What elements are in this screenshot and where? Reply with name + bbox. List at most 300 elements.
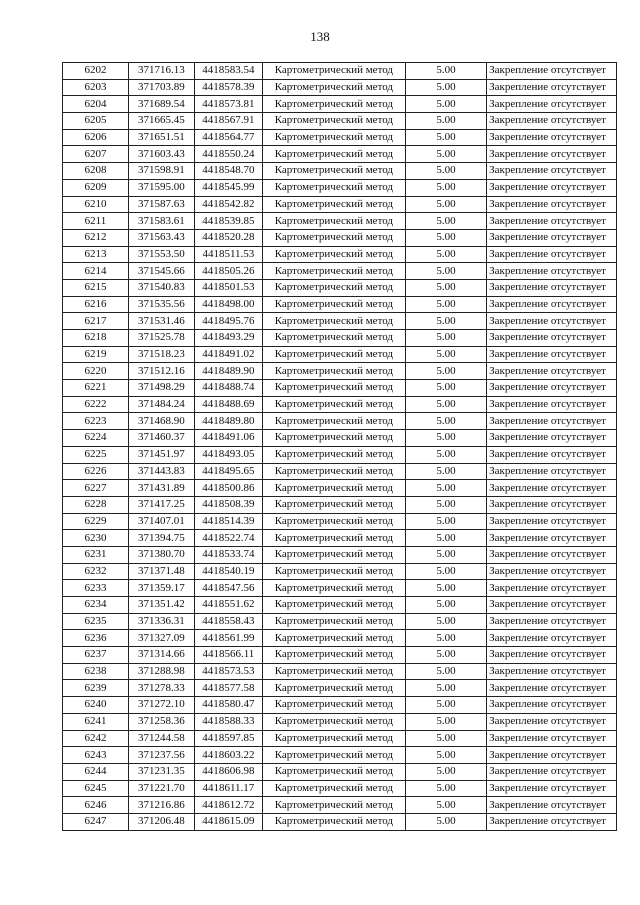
y-coordinate-cell: 4418583.54 [194,63,262,80]
fixation-cell: Закрепление отсутствует [487,763,617,780]
table-row [63,113,617,130]
table-row [63,813,617,830]
fixation-cell: Закрепление отсутствует [487,113,617,130]
method-cell: Картометрический метод [262,246,405,263]
x-coordinate-cell: 371598.91 [128,163,194,180]
x-coordinate-cell: 371563.43 [128,229,194,246]
accuracy-cell: 5.00 [405,546,486,563]
point-number-cell: 6238 [63,663,129,680]
point-number-cell: 6245 [63,780,129,797]
x-coordinate-cell: 371327.09 [128,630,194,647]
y-coordinate-cell: 4418612.72 [194,797,262,814]
fixation-cell: Закрепление отсутствует [487,530,617,547]
point-number-cell: 6208 [63,163,129,180]
accuracy-cell: 5.00 [405,563,486,580]
accuracy-cell: 5.00 [405,380,486,397]
x-coordinate-cell: 371703.89 [128,79,194,96]
accuracy-cell: 5.00 [405,346,486,363]
x-coordinate-cell: 371216.86 [128,797,194,814]
method-cell: Картометрический метод [262,713,405,730]
y-coordinate-cell: 4418505.26 [194,263,262,280]
method-cell: Картометрический метод [262,330,405,347]
x-coordinate-cell: 371431.89 [128,480,194,497]
point-number-cell: 6215 [63,279,129,296]
point-number-cell: 6226 [63,463,129,480]
point-number-cell: 6213 [63,246,129,263]
table-row [63,597,617,614]
method-cell: Картометрический метод [262,480,405,497]
table-row [63,396,617,413]
method-cell: Картометрический метод [262,580,405,597]
method-cell: Картометрический метод [262,530,405,547]
accuracy-cell: 5.00 [405,79,486,96]
table-row [63,79,617,96]
table-row [63,797,617,814]
method-cell: Картометрический метод [262,680,405,697]
x-coordinate-cell: 371460.37 [128,430,194,447]
table-row [63,346,617,363]
accuracy-cell: 5.00 [405,446,486,463]
fixation-cell: Закрепление отсутствует [487,730,617,747]
table-row [63,647,617,664]
x-coordinate-cell: 371512.16 [128,363,194,380]
point-number-cell: 6244 [63,763,129,780]
table-row [63,296,617,313]
x-coordinate-cell: 371535.56 [128,296,194,313]
accuracy-cell: 5.00 [405,179,486,196]
accuracy-cell: 5.00 [405,730,486,747]
x-coordinate-cell: 371417.25 [128,496,194,513]
accuracy-cell: 5.00 [405,413,486,430]
y-coordinate-cell: 4418488.69 [194,396,262,413]
x-coordinate-cell: 371237.56 [128,747,194,764]
fixation-cell: Закрепление отсутствует [487,496,617,513]
table-row [63,363,617,380]
fixation-cell: Закрепление отсутствует [487,330,617,347]
fixation-cell: Закрепление отсутствует [487,296,617,313]
table-row [63,63,617,80]
accuracy-cell: 5.00 [405,763,486,780]
table-row [63,480,617,497]
x-coordinate-cell: 371231.35 [128,763,194,780]
point-number-cell: 6222 [63,396,129,413]
accuracy-cell: 5.00 [405,296,486,313]
table-row [63,313,617,330]
table-row [63,263,617,280]
accuracy-cell: 5.00 [405,213,486,230]
table-row [63,196,617,213]
method-cell: Картометрический метод [262,463,405,480]
table-row [63,330,617,347]
accuracy-cell: 5.00 [405,196,486,213]
method-cell: Картометрический метод [262,763,405,780]
x-coordinate-cell: 371380.70 [128,546,194,563]
point-number-cell: 6237 [63,647,129,664]
accuracy-cell: 5.00 [405,229,486,246]
x-coordinate-cell: 371288.98 [128,663,194,680]
point-number-cell: 6220 [63,363,129,380]
y-coordinate-cell: 4418606.98 [194,763,262,780]
x-coordinate-cell: 371553.50 [128,246,194,263]
fixation-cell: Закрепление отсутствует [487,780,617,797]
method-cell: Картометрический метод [262,296,405,313]
y-coordinate-cell: 4418545.99 [194,179,262,196]
point-number-cell: 6236 [63,630,129,647]
y-coordinate-cell: 4418493.29 [194,330,262,347]
fixation-cell: Закрепление отсутствует [487,229,617,246]
x-coordinate-cell: 371603.43 [128,146,194,163]
point-number-cell: 6240 [63,697,129,714]
x-coordinate-cell: 371451.97 [128,446,194,463]
y-coordinate-cell: 4418489.90 [194,363,262,380]
fixation-cell: Закрепление отсутствует [487,597,617,614]
method-cell: Картометрический метод [262,129,405,146]
y-coordinate-cell: 4418548.70 [194,163,262,180]
x-coordinate-cell: 371665.45 [128,113,194,130]
accuracy-cell: 5.00 [405,129,486,146]
method-cell: Картометрический метод [262,563,405,580]
x-coordinate-cell: 371272.10 [128,697,194,714]
y-coordinate-cell: 4418495.76 [194,313,262,330]
x-coordinate-cell: 371443.83 [128,463,194,480]
point-number-cell: 6227 [63,480,129,497]
accuracy-cell: 5.00 [405,597,486,614]
table-row [63,129,617,146]
fixation-cell: Закрепление отсутствует [487,79,617,96]
accuracy-cell: 5.00 [405,263,486,280]
y-coordinate-cell: 4418597.85 [194,730,262,747]
fixation-cell: Закрепление отсутствует [487,279,617,296]
point-number-cell: 6202 [63,63,129,80]
fixation-cell: Закрепление отсутствует [487,213,617,230]
table-row [63,730,617,747]
accuracy-cell: 5.00 [405,530,486,547]
point-number-cell: 6242 [63,730,129,747]
method-cell: Картометрический метод [262,780,405,797]
method-cell: Картометрический метод [262,346,405,363]
x-coordinate-cell: 371314.66 [128,647,194,664]
method-cell: Картометрический метод [262,546,405,563]
method-cell: Картометрический метод [262,396,405,413]
accuracy-cell: 5.00 [405,513,486,530]
method-cell: Картометрический метод [262,313,405,330]
fixation-cell: Закрепление отсутствует [487,563,617,580]
table-row [63,463,617,480]
fixation-cell: Закрепление отсутствует [487,246,617,263]
y-coordinate-cell: 4418520.28 [194,229,262,246]
table-row [63,580,617,597]
y-coordinate-cell: 4418488.74 [194,380,262,397]
fixation-cell: Закрепление отсутствует [487,313,617,330]
table-row [63,279,617,296]
fixation-cell: Закрепление отсутствует [487,513,617,530]
accuracy-cell: 5.00 [405,580,486,597]
fixation-cell: Закрепление отсутствует [487,680,617,697]
accuracy-cell: 5.00 [405,246,486,263]
y-coordinate-cell: 4418580.47 [194,697,262,714]
method-cell: Картометрический метод [262,163,405,180]
accuracy-cell: 5.00 [405,63,486,80]
table-row [63,563,617,580]
table-row [63,246,617,263]
point-number-cell: 6224 [63,430,129,447]
method-cell: Картометрический метод [262,380,405,397]
y-coordinate-cell: 4418540.19 [194,563,262,580]
y-coordinate-cell: 4418500.86 [194,480,262,497]
x-coordinate-cell: 371651.51 [128,129,194,146]
point-number-cell: 6235 [63,613,129,630]
y-coordinate-cell: 4418564.77 [194,129,262,146]
fixation-cell: Закрепление отсутствует [487,413,617,430]
point-number-cell: 6219 [63,346,129,363]
x-coordinate-cell: 371468.90 [128,413,194,430]
accuracy-cell: 5.00 [405,697,486,714]
fixation-cell: Закрепление отсутствует [487,747,617,764]
y-coordinate-cell: 4418522.74 [194,530,262,547]
fixation-cell: Закрепление отсутствует [487,396,617,413]
x-coordinate-cell: 371351.42 [128,597,194,614]
method-cell: Картометрический метод [262,263,405,280]
fixation-cell: Закрепление отсутствует [487,463,617,480]
table-row [63,513,617,530]
method-cell: Картометрический метод [262,513,405,530]
y-coordinate-cell: 4418550.24 [194,146,262,163]
accuracy-cell: 5.00 [405,496,486,513]
table-row [63,96,617,113]
x-coordinate-cell: 371498.29 [128,380,194,397]
point-number-cell: 6247 [63,813,129,830]
y-coordinate-cell: 4418588.33 [194,713,262,730]
point-number-cell: 6232 [63,563,129,580]
accuracy-cell: 5.00 [405,163,486,180]
accuracy-cell: 5.00 [405,146,486,163]
coordinates-table [62,62,617,831]
x-coordinate-cell: 371359.17 [128,580,194,597]
point-number-cell: 6243 [63,747,129,764]
fixation-cell: Закрепление отсутствует [487,196,617,213]
y-coordinate-cell: 4418489.80 [194,413,262,430]
table-row [63,213,617,230]
point-number-cell: 6212 [63,229,129,246]
point-number-cell: 6225 [63,446,129,463]
accuracy-cell: 5.00 [405,363,486,380]
method-cell: Картометрический метод [262,663,405,680]
accuracy-cell: 5.00 [405,113,486,130]
point-number-cell: 6221 [63,380,129,397]
method-cell: Картометрический метод [262,229,405,246]
fixation-cell: Закрепление отсутствует [487,647,617,664]
y-coordinate-cell: 4418501.53 [194,279,262,296]
x-coordinate-cell: 371394.75 [128,530,194,547]
point-number-cell: 6229 [63,513,129,530]
method-cell: Картометрический метод [262,279,405,296]
fixation-cell: Закрепление отсутствует [487,663,617,680]
accuracy-cell: 5.00 [405,430,486,447]
accuracy-cell: 5.00 [405,680,486,697]
y-coordinate-cell: 4418491.06 [194,430,262,447]
point-number-cell: 6206 [63,129,129,146]
x-coordinate-cell: 371206.48 [128,813,194,830]
method-cell: Картометрический метод [262,747,405,764]
fixation-cell: Закрепление отсутствует [487,813,617,830]
fixation-cell: Закрепление отсутствует [487,613,617,630]
point-number-cell: 6217 [63,313,129,330]
point-number-cell: 6214 [63,263,129,280]
point-number-cell: 6231 [63,546,129,563]
fixation-cell: Закрепление отсутствует [487,430,617,447]
fixation-cell: Закрепление отсутствует [487,163,617,180]
point-number-cell: 6228 [63,496,129,513]
method-cell: Картометрический метод [262,146,405,163]
method-cell: Картометрический метод [262,697,405,714]
fixation-cell: Закрепление отсутствует [487,129,617,146]
table-row [63,446,617,463]
accuracy-cell: 5.00 [405,630,486,647]
coordinates-table-body [63,63,617,831]
x-coordinate-cell: 371583.61 [128,213,194,230]
table-row [63,613,617,630]
y-coordinate-cell: 4418573.53 [194,663,262,680]
point-number-cell: 6209 [63,179,129,196]
x-coordinate-cell: 371518.23 [128,346,194,363]
method-cell: Картометрический метод [262,797,405,814]
x-coordinate-cell: 371278.33 [128,680,194,697]
fixation-cell: Закрепление отсутствует [487,346,617,363]
fixation-cell: Закрепление отсутствует [487,446,617,463]
accuracy-cell: 5.00 [405,463,486,480]
y-coordinate-cell: 4418611.17 [194,780,262,797]
method-cell: Картометрический метод [262,730,405,747]
method-cell: Картометрический метод [262,79,405,96]
accuracy-cell: 5.00 [405,813,486,830]
accuracy-cell: 5.00 [405,480,486,497]
y-coordinate-cell: 4418495.65 [194,463,262,480]
method-cell: Картометрический метод [262,179,405,196]
table-row [63,413,617,430]
x-coordinate-cell: 371545.66 [128,263,194,280]
point-number-cell: 6218 [63,330,129,347]
point-number-cell: 6239 [63,680,129,697]
fixation-cell: Закрепление отсутствует [487,96,617,113]
point-number-cell: 6230 [63,530,129,547]
accuracy-cell: 5.00 [405,613,486,630]
accuracy-cell: 5.00 [405,647,486,664]
page-number: 138 [310,29,330,44]
point-number-cell: 6211 [63,213,129,230]
fixation-cell: Закрепление отсутствует [487,380,617,397]
y-coordinate-cell: 4418493.05 [194,446,262,463]
table-row [63,630,617,647]
y-coordinate-cell: 4418533.74 [194,546,262,563]
table-row [63,380,617,397]
x-coordinate-cell: 371336.31 [128,613,194,630]
y-coordinate-cell: 4418615.09 [194,813,262,830]
fixation-cell: Закрепление отсутствует [487,713,617,730]
point-number-cell: 6210 [63,196,129,213]
method-cell: Картометрический метод [262,446,405,463]
x-coordinate-cell: 371587.63 [128,196,194,213]
method-cell: Картометрический метод [262,613,405,630]
x-coordinate-cell: 371244.58 [128,730,194,747]
y-coordinate-cell: 4418508.39 [194,496,262,513]
method-cell: Картометрический метод [262,496,405,513]
method-cell: Картометрический метод [262,813,405,830]
y-coordinate-cell: 4418558.43 [194,613,262,630]
fixation-cell: Закрепление отсутствует [487,179,617,196]
table-row [63,546,617,563]
y-coordinate-cell: 4418573.81 [194,96,262,113]
x-coordinate-cell: 371221.70 [128,780,194,797]
table-row [63,430,617,447]
table-row [63,146,617,163]
fixation-cell: Закрепление отсутствует [487,480,617,497]
accuracy-cell: 5.00 [405,313,486,330]
fixation-cell: Закрепление отсутствует [487,546,617,563]
table-row [63,530,617,547]
fixation-cell: Закрепление отсутствует [487,697,617,714]
y-coordinate-cell: 4418514.39 [194,513,262,530]
fixation-cell: Закрепление отсутствует [487,797,617,814]
method-cell: Картометрический метод [262,413,405,430]
accuracy-cell: 5.00 [405,663,486,680]
fixation-cell: Закрепление отсутствует [487,146,617,163]
table-row [63,663,617,680]
y-coordinate-cell: 4418567.91 [194,113,262,130]
accuracy-cell: 5.00 [405,780,486,797]
table-row [63,763,617,780]
method-cell: Картометрический метод [262,430,405,447]
x-coordinate-cell: 371540.83 [128,279,194,296]
accuracy-cell: 5.00 [405,797,486,814]
y-coordinate-cell: 4418578.39 [194,79,262,96]
method-cell: Картометрический метод [262,647,405,664]
method-cell: Картометрический метод [262,213,405,230]
point-number-cell: 6223 [63,413,129,430]
accuracy-cell: 5.00 [405,330,486,347]
y-coordinate-cell: 4418539.85 [194,213,262,230]
table-row [63,713,617,730]
point-number-cell: 6204 [63,96,129,113]
method-cell: Картометрический метод [262,196,405,213]
x-coordinate-cell: 371258.36 [128,713,194,730]
table-row [63,179,617,196]
point-number-cell: 6246 [63,797,129,814]
table-row [63,496,617,513]
method-cell: Картометрический метод [262,63,405,80]
point-number-cell: 6203 [63,79,129,96]
y-coordinate-cell: 4418577.58 [194,680,262,697]
x-coordinate-cell: 371595.00 [128,179,194,196]
method-cell: Картометрический метод [262,597,405,614]
table-row [63,780,617,797]
y-coordinate-cell: 4418561.99 [194,630,262,647]
accuracy-cell: 5.00 [405,396,486,413]
point-number-cell: 6234 [63,597,129,614]
fixation-cell: Закрепление отсутствует [487,580,617,597]
y-coordinate-cell: 4418551.62 [194,597,262,614]
table-row [63,680,617,697]
table-row [63,747,617,764]
table-row [63,697,617,714]
x-coordinate-cell: 371689.54 [128,96,194,113]
y-coordinate-cell: 4418491.02 [194,346,262,363]
x-coordinate-cell: 371525.78 [128,330,194,347]
method-cell: Картометрический метод [262,113,405,130]
y-coordinate-cell: 4418603.22 [194,747,262,764]
fixation-cell: Закрепление отсутствует [487,630,617,647]
table-row [63,229,617,246]
x-coordinate-cell: 371484.24 [128,396,194,413]
